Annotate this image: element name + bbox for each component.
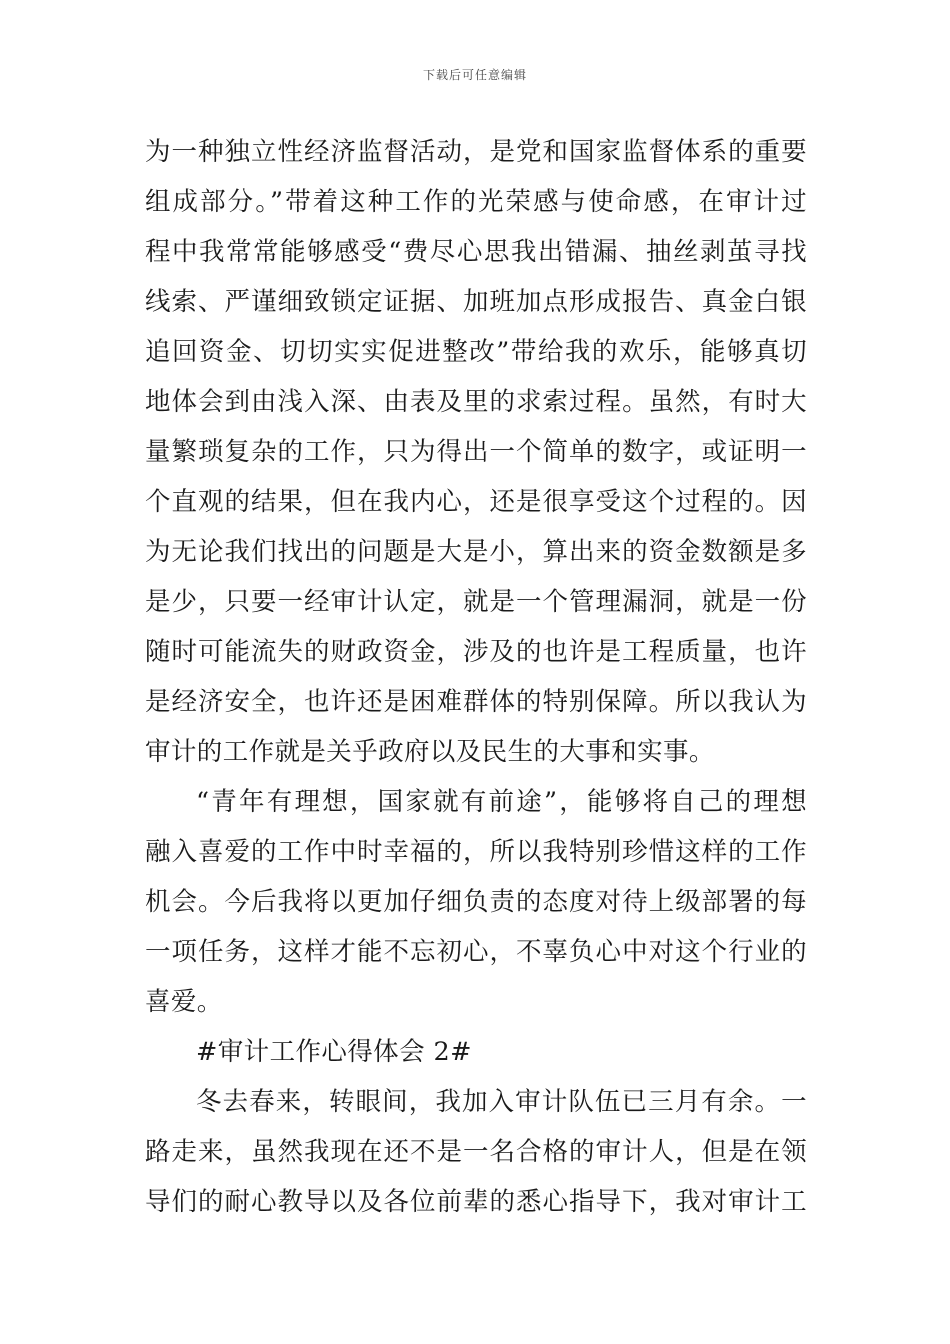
text-line: 融入喜爱的工作中时幸福的，所以我特别珍惜这样的工作 bbox=[145, 837, 807, 867]
text-line: 追回资金、切切实实促进整改”带给我的欢乐，能够真切 bbox=[145, 337, 807, 367]
text-line: 审计的工作就是关乎政府以及民生的大事和实事。 bbox=[145, 737, 715, 767]
text-line: 组成部分。”带着这种工作的光荣感与使命感，在审计过 bbox=[145, 187, 807, 217]
text-line: 程中我常常能够感受“费尽心思我出错漏、抽丝剥茧寻找 bbox=[145, 237, 807, 267]
text-line: 机会。今后我将以更加仔细负责的态度对待上级部署的每 bbox=[145, 887, 807, 917]
text-line: 随时可能流失的财政资金，涉及的也许是工程质量，也许 bbox=[145, 637, 807, 667]
text-line: 为无论我们找出的问题是大是小，算出来的资金数额是多 bbox=[145, 537, 807, 567]
text-line: 地体会到由浅入深、由表及里的求索过程。虽然，有时大 bbox=[145, 387, 807, 417]
text-line: 是经济安全，也许还是困难群体的特别保障。所以我认为 bbox=[145, 687, 807, 717]
paragraph-start-line: “青年有理想，国家就有前途”，能够将自己的理想 bbox=[196, 787, 807, 817]
paragraph-start-line: 冬去春来，转眼间，我加入审计队伍已三月有余。一 bbox=[196, 1087, 807, 1117]
text-line: 导们的耐心教导以及各位前辈的悉心指导下，我对审计工 bbox=[145, 1187, 807, 1217]
text-line: 是少，只要一经审计认定，就是一个管理漏洞，就是一份 bbox=[145, 587, 807, 617]
text-line: 个直观的结果，但在我内心，还是很享受这个过程的。因 bbox=[145, 487, 807, 517]
text-line: 一项任务，这样才能不忘初心，不辜负心中对这个行业的 bbox=[145, 937, 807, 967]
text-line: 为一种独立性经济监督活动，是党和国家监督体系的重要 bbox=[145, 137, 807, 167]
text-line: 量繁琐复杂的工作，只为得出一个简单的数字，或证明一 bbox=[145, 437, 807, 467]
body-text bbox=[145, 127, 807, 1227]
header-note: 下载后可任意编辑 bbox=[422, 68, 527, 82]
section-heading: #审计工作心得体会 2# bbox=[196, 1037, 472, 1067]
text-line: 喜爱。 bbox=[145, 987, 223, 1017]
text-line: 路走来，虽然我现在还不是一名合格的审计人，但是在领 bbox=[145, 1137, 807, 1167]
text-line: 线索、严谨细致锁定证据、加班加点形成报告、真金白银 bbox=[145, 287, 807, 317]
